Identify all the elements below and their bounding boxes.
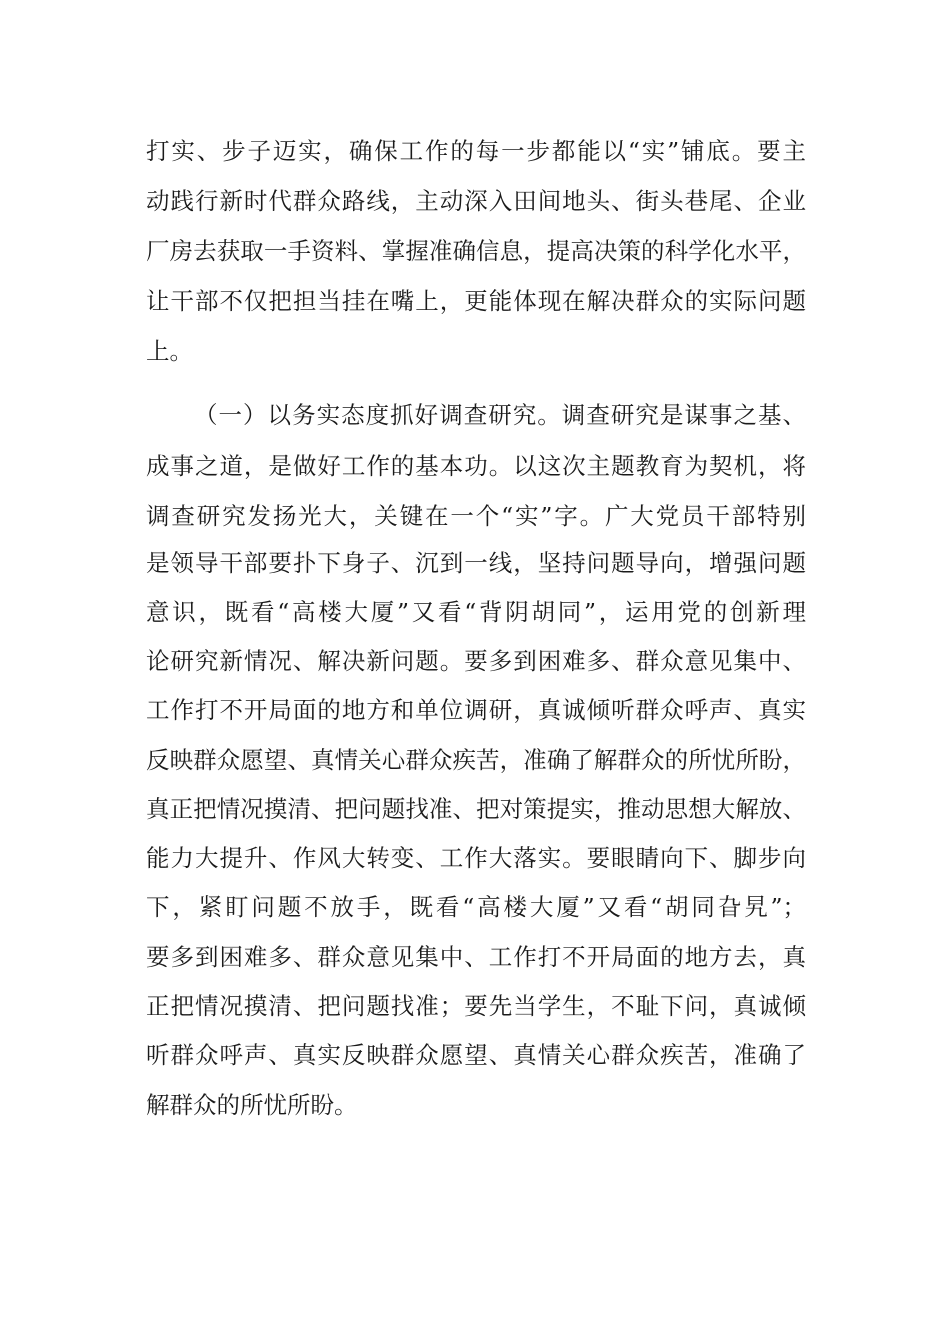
paragraph-2-line-11: 下，紧盯问题不放手，既看“高楼大厦”又看“胡同旮旯”；	[146, 893, 806, 921]
paragraph-2-line-10: 能力大提升、作风大转变、工作大落实。要眼睛向下、脚步向	[146, 844, 806, 872]
paragraph-2-line-8: 反映群众愿望、真情关心群众疾苦，准确了解群众的所忧所盼，	[146, 746, 806, 774]
paragraph-2-line-9: 真正把情况摸清、把问题找准、把对策提实，推动思想大解放、	[146, 795, 806, 823]
paragraph-2-line-7: 工作打不开局面的地方和单位调研，真诚倾听群众呼声、真实	[146, 696, 806, 724]
paragraph-2-line-1: （一）以务实态度抓好调查研究。调查研究是谋事之基、	[194, 401, 806, 429]
paragraph-1-line-1: 打实、步子迈实，确保工作的每一步都能以“实”铺底。要主	[146, 137, 806, 165]
paragraph-2-line-13: 正把情况摸清、把问题找准；要先当学生，不耻下问，真诚倾	[146, 992, 806, 1020]
paragraph-2-line-2: 成事之道，是做好工作的基本功。以这次主题教育为契机，将	[146, 452, 806, 480]
paragraph-2-line-3: 调查研究发扬光大，关键在一个“实”字。广大党员干部特别	[146, 502, 806, 530]
paragraph-2-line-4: 是领导干部要扑下身子、沉到一线，坚持问题导向，增强问题	[146, 549, 806, 577]
paragraph-2-line-12: 要多到困难多、群众意见集中、工作打不开局面的地方去，真	[146, 943, 806, 971]
paragraph-1-line-4: 让干部不仅把担当挂在嘴上，更能体现在解决群众的实际问题	[146, 287, 806, 315]
paragraph-1-line-3: 厂房去获取一手资料、掌握准确信息，提高决策的科学化水平，	[146, 237, 806, 265]
paragraph-2-line-15: 解群众的所忧所盼。	[146, 1091, 358, 1119]
paragraph-2-line-6: 论研究新情况、解决新问题。要多到困难多、群众意见集中、	[146, 647, 806, 675]
paragraph-2-line-14: 听群众呼声、真实反映群众愿望、真情关心群众疾苦，准确了	[146, 1041, 806, 1069]
paragraph-1-line-2: 动践行新时代群众路线，主动深入田间地头、街头巷尾、企业	[146, 187, 806, 215]
paragraph-2-line-5: 意识，既看“高楼大厦”又看“背阴胡同”，运用党的创新理	[146, 598, 806, 626]
paragraph-1-line-5: 上。	[146, 337, 193, 365]
